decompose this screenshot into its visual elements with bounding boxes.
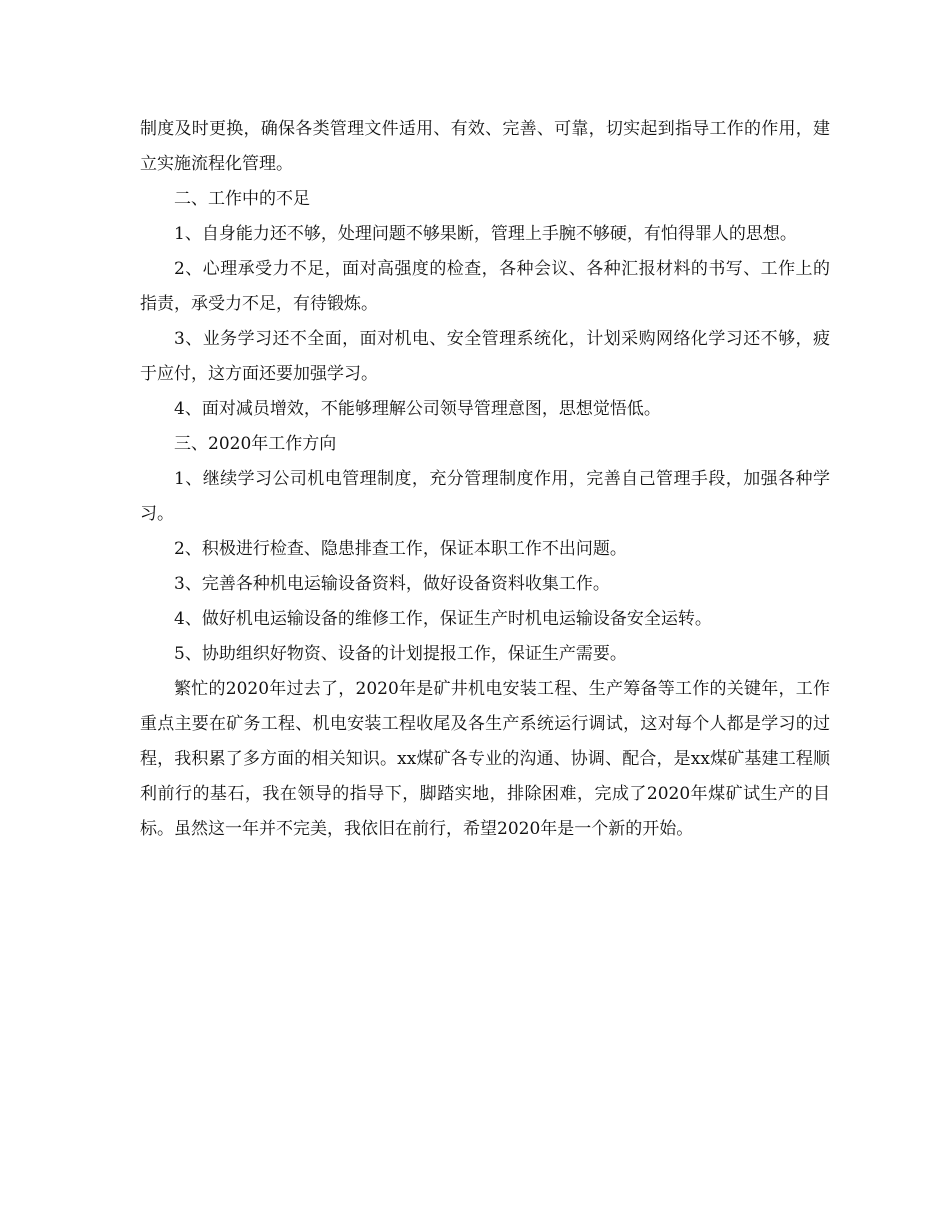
paragraph-continuation: 制度及时更换，确保各类管理文件适用、有效、完善、可靠，切实起到指导工作的作用，建立实施流程化管理。 (140, 119, 830, 174)
shortcoming-item-3: 3、业务学习还不全面，面对机电、安全管理系统化，计划采购网络化学习还不够，疲于应付，这方面还要加强学习。 (140, 329, 830, 384)
direction-item-4: 4、做好机电运输设备的维修工作，保证生产时机电运输设备安全运转。 (174, 609, 712, 629)
section-heading-shortcomings: 二、工作中的不足 (174, 189, 310, 209)
direction-item-2: 2、积极进行检查、隐患排查工作，保证本职工作不出问题。 (174, 539, 627, 559)
closing-paragraph: 繁忙的2020年过去了，2020年是矿井机电安装工程、生产筹备等工作的关键年，工作重点主要在矿务工程、机电安装工程收尾及各生产系统运行调试，这对每个人都是学习的过程，我积累了多方面的相关知识。xx煤矿各专业的沟通、协调、配合，是xx煤矿基建工程顺利前行的基石，我在领导的指导下，脚踏实地，排除困难，完成了2020年煤矿试生产的目标。虽然这一年并不完美，我依旧在前行，希望2020年是一个新的开始。 (140, 679, 830, 839)
shortcoming-item-4: 4、面对减员增效，不能够理解公司领导管理意图，思想觉悟低。 (174, 399, 661, 419)
direction-item-1: 1、继续学习公司机电管理制度，充分管理制度作用，完善自己管理手段，加强各种学习。 (140, 469, 830, 524)
direction-item-3: 3、完善各种机电运输设备资料，做好设备资料收集工作。 (174, 574, 610, 594)
shortcoming-item-2: 2、心理承受力不足，面对高强度的检查，各种会议、各种汇报材料的书写、工作上的指责，承受力不足，有待锻炼。 (140, 259, 830, 314)
direction-item-5: 5、协助组织好物资、设备的计划提报工作，保证生产需要。 (174, 644, 627, 664)
section-heading-work-direction: 三、2020年工作方向 (174, 434, 337, 454)
shortcoming-item-1: 1、自身能力还不够，处理问题不够果断，管理上手腕不够硬，有怕得罪人的思想。 (174, 224, 797, 244)
document-body (140, 112, 830, 847)
